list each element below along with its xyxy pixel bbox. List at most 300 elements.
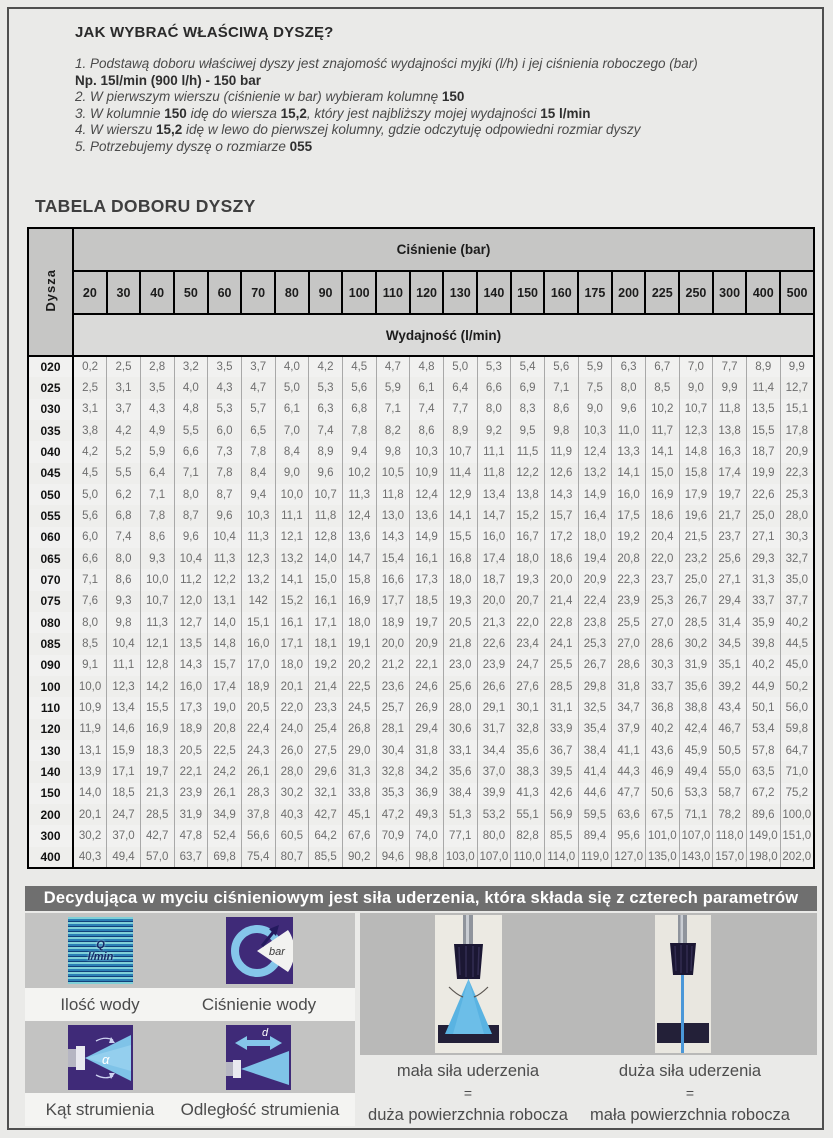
flow-value-cell: 36,7 [544,740,578,761]
table-row [28,399,814,420]
flow-value-cell: 15,1 [780,399,814,420]
flow-value-cell: 15,5 [746,420,780,441]
flow-value-cell: 11,8 [309,505,343,526]
water-quantity-icon [68,917,133,984]
flow-value-cell: 89,6 [746,804,780,825]
flow-value-cell: 15,7 [544,505,578,526]
flow-value-cell: 56,9 [544,804,578,825]
flow-value-cell: 6,6 [73,548,107,569]
flow-value-cell: 11,9 [73,719,107,740]
flow-value-cell: 5,3 [208,399,242,420]
nozzle-size-cell: 035 [28,420,73,441]
flow-value-cell: 38,3 [511,761,545,782]
flow-value-cell: 19,6 [679,505,713,526]
flow-value-cell: 4,9 [140,420,174,441]
flow-value-cell: 13,1 [73,740,107,761]
flow-value-cell: 5,5 [107,463,141,484]
flow-value-cell: 26,0 [275,740,309,761]
flow-value-cell: 29,8 [578,676,612,697]
howto-title: JAK WYBRAĆ WŁAŚCIWĄ DYSZĘ? [75,24,334,41]
flow-value-cell: 11,1 [107,655,141,676]
table-title: TABELA DOBORU DYSZY [35,196,256,216]
flow-value-cell: 9,0 [679,377,713,398]
flow-value-cell: 30,2 [679,633,713,654]
flow-value-cell: 47,7 [612,783,646,804]
flow-value-cell: 37,8 [241,804,275,825]
flow-value-cell: 18,9 [174,719,208,740]
table-row [28,783,814,804]
flow-value-cell: 12,6 [544,463,578,484]
flow-value-cell: 12,4 [410,484,444,505]
flow-value-cell: 14,1 [275,569,309,590]
flow-value-cell: 35,9 [746,612,780,633]
flow-value-cell: 4,7 [376,356,410,377]
flow-value-cell: 9,6 [208,505,242,526]
nozzle-size-cell: 400 [28,847,73,868]
flow-value-cell: 149,0 [746,825,780,846]
table-row [28,377,814,398]
flow-value-cell: 12,1 [275,527,309,548]
flow-value-cell: 29,6 [309,761,343,782]
flow-value-cell: 3,8 [73,420,107,441]
water-pressure-icon [226,917,293,984]
flow-value-cell: 35,6 [679,676,713,697]
nozzle-size-cell: 025 [28,377,73,398]
flow-value-cell: 6,4 [443,377,477,398]
flow-value-cell: 15,5 [140,697,174,718]
table-row [28,569,814,590]
water-quantity-icon-text: Q l/min [87,938,114,963]
flow-value-cell: 11,3 [241,527,275,548]
flow-value-cell: 143,0 [679,847,713,868]
flow-value-cell: 100,0 [780,804,814,825]
flow-value-cell: 90,2 [342,847,376,868]
flow-value-cell: 64,2 [309,825,343,846]
flow-value-cell: 9,4 [342,441,376,462]
flow-value-cell: 12,8 [140,655,174,676]
flow-value-cell: 4,5 [73,463,107,484]
flow-value-cell: 11,2 [174,569,208,590]
flow-value-cell: 43,6 [645,740,679,761]
flow-value-cell: 25,6 [443,676,477,697]
flow-value-cell: 8,0 [612,377,646,398]
flow-value-cell: 4,8 [410,356,444,377]
flow-value-cell: 59,8 [780,719,814,740]
flow-value-cell: 35,3 [376,783,410,804]
flow-value-cell: 63,7 [174,847,208,868]
flow-value-cell: 21,4 [544,591,578,612]
flow-value-cell: 7,7 [443,399,477,420]
impact-banner: Decydująca w myciu ciśnieniowym jest siła uderzenia, która składa się z czterech parametrów [25,886,817,911]
flow-value-cell: 17,3 [174,697,208,718]
flow-value-cell: 33,7 [746,591,780,612]
flow-value-cell: 22,6 [477,633,511,654]
flow-value-cell: 20,9 [578,569,612,590]
nozzle-size-cell: 300 [28,825,73,846]
flow-value-cell: 6,5 [241,420,275,441]
flow-value-cell: 4,2 [309,356,343,377]
flow-value-cell: 8,9 [443,420,477,441]
flow-value-cell: 17,9 [679,484,713,505]
flow-value-cell: 28,6 [645,633,679,654]
flow-value-cell: 19,3 [511,569,545,590]
flow-value-cell: 6,9 [511,377,545,398]
flow-value-cell: 15,5 [443,527,477,548]
flow-value-cell: 9,1 [73,655,107,676]
flow-value-cell: 11,7 [645,420,679,441]
flow-value-cell: 10,5 [376,463,410,484]
flow-value-cell: 80,7 [275,847,309,868]
flow-value-cell: 8,5 [645,377,679,398]
flow-value-cell: 24,3 [241,740,275,761]
flow-value-cell: 14,1 [645,441,679,462]
pressure-column-header: 150 [511,271,545,314]
flow-value-cell: 27,1 [746,527,780,548]
flow-value-cell: 23,8 [578,612,612,633]
flow-value-cell: 40,3 [73,847,107,868]
flow-value-cell: 27,5 [309,740,343,761]
flow-value-cell: 12,0 [174,591,208,612]
flow-value-cell: 3,5 [208,356,242,377]
flow-value-cell: 37,0 [107,825,141,846]
flow-value-cell: 114,0 [544,847,578,868]
flow-value-cell: 37,9 [612,719,646,740]
flow-value-cell: 21,8 [443,633,477,654]
flow-value-cell: 14,1 [612,463,646,484]
flow-value-cell: 7,3 [208,441,242,462]
flow-value-cell: 30,6 [443,719,477,740]
flow-value-cell: 13,8 [511,484,545,505]
flow-value-cell: 10,4 [107,633,141,654]
flow-value-cell: 4,2 [107,420,141,441]
flow-value-cell: 71,0 [780,761,814,782]
flow-value-cell: 3,1 [107,377,141,398]
flow-value-cell: 15,7 [208,655,242,676]
flow-value-cell: 25,3 [578,633,612,654]
nozzle-size-cell: 120 [28,719,73,740]
flow-value-cell: 22,4 [241,719,275,740]
flow-value-cell: 11,4 [746,377,780,398]
flow-value-cell: 41,1 [612,740,646,761]
flow-value-cell: 12,7 [174,612,208,633]
nozzle-size-cell: 140 [28,761,73,782]
nozzle-size-cell: 130 [28,740,73,761]
flow-value-cell: 9,9 [713,377,747,398]
flow-value-cell: 13,1 [208,591,242,612]
flow-value-cell: 9,6 [309,463,343,484]
flow-value-cell: 14,8 [679,441,713,462]
flow-value-cell: 11,3 [140,612,174,633]
flow-value-cell: 22,1 [174,761,208,782]
table-row [28,484,814,505]
flow-value-cell: 15,2 [275,591,309,612]
flow-value-cell: 16,3 [713,441,747,462]
flow-value-cell: 11,1 [275,505,309,526]
flow-value-cell: 16,8 [443,548,477,569]
pressure-header-row [28,271,814,314]
flow-value-cell: 42,7 [140,825,174,846]
flow-value-cell: 31,1 [544,697,578,718]
wide-spray-photo [435,915,502,1053]
flow-value-cell: 8,0 [174,484,208,505]
flow-value-cell: 39,9 [477,783,511,804]
flow-value-cell: 5,6 [73,505,107,526]
flow-value-cell: 34,4 [477,740,511,761]
flow-value-cell: 8,0 [477,399,511,420]
flow-value-cell: 18,6 [544,548,578,569]
nozzle-size-cell: 085 [28,633,73,654]
table-row [28,804,814,825]
flow-value-cell: 11,8 [713,399,747,420]
flow-value-cell: 19,9 [746,463,780,484]
flow-value-cell: 11,1 [477,441,511,462]
flow-value-cell: 32,8 [376,761,410,782]
flow-value-cell: 31,8 [410,740,444,761]
nozzle-size-cell: 200 [28,804,73,825]
flow-value-cell: 198,0 [746,847,780,868]
flow-value-cell: 38,4 [443,783,477,804]
flow-value-cell: 3,7 [241,356,275,377]
flow-value-cell: 6,4 [140,463,174,484]
flow-value-cell: 4,8 [174,399,208,420]
flow-value-cell: 19,3 [443,591,477,612]
flow-value-cell: 4,7 [241,377,275,398]
flow-value-cell: 12,8 [309,527,343,548]
flow-value-cell: 4,3 [208,377,242,398]
flow-value-cell: 28,0 [443,697,477,718]
flow-value-cell: 17,5 [612,505,646,526]
table-row [28,463,814,484]
flow-value-cell: 67,5 [645,804,679,825]
flow-value-cell: 31,9 [679,655,713,676]
low-impact-equals: = [463,1085,473,1101]
flow-value-cell: 29,4 [713,591,747,612]
high-impact-line1: duża siła uderzenia [618,1062,762,1080]
nozzle-table [27,227,815,869]
pressure-column-header: 120 [410,271,444,314]
nozzle-size-cell: 040 [28,441,73,462]
flow-value-cell: 10,9 [73,697,107,718]
flow-value-cell: 27,0 [645,612,679,633]
nozzle-size-cell: 075 [28,591,73,612]
table-row [28,441,814,462]
flow-value-cell: 7,1 [140,484,174,505]
flow-value-cell: 8,6 [410,420,444,441]
flow-value-cell: 10,2 [645,399,679,420]
flow-value-cell: 22,4 [578,591,612,612]
flow-value-cell: 16,9 [342,591,376,612]
flow-value-cell: 4,0 [275,356,309,377]
flow-value-cell: 13,6 [410,505,444,526]
flow-value-cell: 41,4 [578,761,612,782]
flow-value-cell: 31,7 [477,719,511,740]
pressure-column-header: 40 [140,271,174,314]
flow-value-cell: 63,5 [746,761,780,782]
flow-value-cell: 25,7 [376,697,410,718]
flow-value-cell: 9,0 [275,463,309,484]
flow-value-cell: 28,3 [241,783,275,804]
flow-value-cell: 31,8 [612,676,646,697]
flow-value-cell: 85,5 [544,825,578,846]
flow-value-cell: 34,2 [410,761,444,782]
flow-value-cell: 7,0 [275,420,309,441]
flow-value-cell: 34,9 [208,804,242,825]
flow-value-cell: 20,1 [275,676,309,697]
flow-value-cell: 10,0 [275,484,309,505]
flow-value-cell: 11,8 [376,484,410,505]
flow-value-cell: 107,0 [679,825,713,846]
flow-value-cell: 23,9 [612,591,646,612]
flow-value-cell: 7,4 [410,399,444,420]
nozzle-size-cell: 065 [28,548,73,569]
flow-value-cell: 75,2 [780,783,814,804]
flow-value-cell: 10,7 [309,484,343,505]
flow-value-cell: 36,9 [410,783,444,804]
water-quantity-label: Ilość wody [60,995,140,1014]
water-pressure-label: Ciśnienie wody [201,995,317,1014]
flow-value-cell: 18,7 [477,569,511,590]
flow-value-cell: 20,0 [477,591,511,612]
flow-value-cell: 23,9 [477,655,511,676]
flow-value-cell: 12,3 [241,548,275,569]
high-impact-equals: = [685,1085,695,1101]
flow-value-cell: 6,2 [107,484,141,505]
nozzle-size-cell: 090 [28,655,73,676]
flow-value-cell: 9,8 [376,441,410,462]
flow-value-cell: 14,3 [376,527,410,548]
narrow-jet-photo [655,915,711,1053]
flow-value-cell: 42,4 [679,719,713,740]
flow-value-cell: 13,5 [174,633,208,654]
flow-value-cell: 28,0 [275,761,309,782]
flow-value-cell: 17,0 [241,655,275,676]
flow-value-cell: 39,5 [544,761,578,782]
flow-value-cell: 17,2 [544,527,578,548]
flow-value-cell: 6,8 [107,505,141,526]
flow-value-cell: 16,0 [612,484,646,505]
howto-step-3: 3. W kolumnie 150 idę do wiersza 15,2, który jest najbliższy mojej wydajności 15 l/min [75,105,591,121]
flow-value-cell: 40,3 [275,804,309,825]
flow-value-cell: 22,3 [780,463,814,484]
pressure-column-header: 90 [309,271,343,314]
pressure-column-header: 140 [477,271,511,314]
flow-value-cell: 27,0 [612,633,646,654]
flow-value-cell: 7,0 [679,356,713,377]
corner-header: Dysza [28,228,73,356]
flow-value-cell: 25,3 [780,484,814,505]
low-impact-line1: mała siła uderzenia [396,1062,540,1080]
flow-value-cell: 55,1 [511,804,545,825]
flow-value-cell: 70,9 [376,825,410,846]
flow-value-cell: 10,0 [140,569,174,590]
flow-value-cell: 19,7 [140,761,174,782]
flow-value-cell: 63,6 [612,804,646,825]
flow-value-cell: 9,6 [612,399,646,420]
flow-value-cell: 7,8 [208,463,242,484]
flow-value-cell: 44,5 [780,633,814,654]
flow-value-cell: 38,8 [679,697,713,718]
flow-value-cell: 45,1 [342,804,376,825]
flow-value-cell: 14,1 [443,505,477,526]
flow-value-cell: 15,0 [645,463,679,484]
flow-value-cell: 135,0 [645,847,679,868]
howto-step-4: 4. W wierszu 15,2 idę w lewo do pierwszej kolumny, gdzie odczytuję odpowiedni rozmiar dyszy [75,122,641,138]
table-row [28,356,814,377]
flow-value-cell: 24,0 [275,719,309,740]
flow-value-cell: 19,7 [713,484,747,505]
flow-value-cell: 26,6 [477,676,511,697]
flow-value-cell: 8,3 [511,399,545,420]
flow-value-cell: 9,9 [780,356,814,377]
flow-value-cell: 39,2 [713,676,747,697]
flow-value-cell: 7,6 [73,591,107,612]
flow-value-cell: 47,2 [376,804,410,825]
nozzle-size-cell: 110 [28,697,73,718]
flow-value-cell: 29,1 [477,697,511,718]
flow-value-cell: 16,9 [645,484,679,505]
flow-value-cell: 14,9 [410,527,444,548]
flow-value-cell: 13,2 [578,463,612,484]
flow-value-cell: 15,4 [376,548,410,569]
flow-value-cell: 28,5 [679,612,713,633]
flow-value-cell: 15,8 [679,463,713,484]
flow-value-cell: 9,5 [511,420,545,441]
flow-value-cell: 17,4 [713,463,747,484]
flow-value-cell: 33,9 [544,719,578,740]
flow-value-cell: 8,4 [275,441,309,462]
flow-value-cell: 41,3 [511,783,545,804]
flow-value-cell: 53,2 [477,804,511,825]
flow-value-cell: 19,4 [578,548,612,569]
flow-value-cell: 110,0 [511,847,545,868]
flow-value-cell: 57,0 [140,847,174,868]
flow-value-cell: 22,0 [645,548,679,569]
flow-value-cell: 15,0 [309,569,343,590]
flow-value-cell: 32,8 [511,719,545,740]
flow-value-cell: 40,2 [746,655,780,676]
table-row [28,719,814,740]
table-row [28,612,814,633]
flow-value-cell: 16,0 [241,633,275,654]
flow-value-cell: 26,1 [208,783,242,804]
flow-value-cell: 57,8 [746,740,780,761]
flow-value-cell: 39,8 [746,633,780,654]
flow-value-cell: 21,5 [679,527,713,548]
flow-value-cell: 25,5 [544,655,578,676]
flow-value-cell: 22,5 [208,740,242,761]
svg-text:bar: bar [269,946,285,958]
flow-value-cell: 22,6 [746,484,780,505]
flow-value-cell: 78,2 [713,804,747,825]
flow-value-cell: 7,8 [241,441,275,462]
flow-value-cell: 7,1 [544,377,578,398]
flow-value-cell: 12,9 [443,484,477,505]
flow-value-cell: 8,4 [241,463,275,484]
flow-value-cell: 18,0 [443,569,477,590]
pressure-column-header: 30 [107,271,141,314]
flow-value-cell: 19,1 [342,633,376,654]
flow-value-cell: 0,2 [73,356,107,377]
flow-value-cell: 20,8 [208,719,242,740]
flow-value-cell: 20,1 [73,804,107,825]
flow-value-cell: 33,7 [645,676,679,697]
flow-value-cell: 17,7 [376,591,410,612]
svg-text:α: α [102,1052,110,1067]
flow-value-cell: 18,6 [645,505,679,526]
flow-value-cell: 16,0 [174,676,208,697]
flow-value-cell: 118,0 [713,825,747,846]
flow-value-cell: 4,2 [73,441,107,462]
